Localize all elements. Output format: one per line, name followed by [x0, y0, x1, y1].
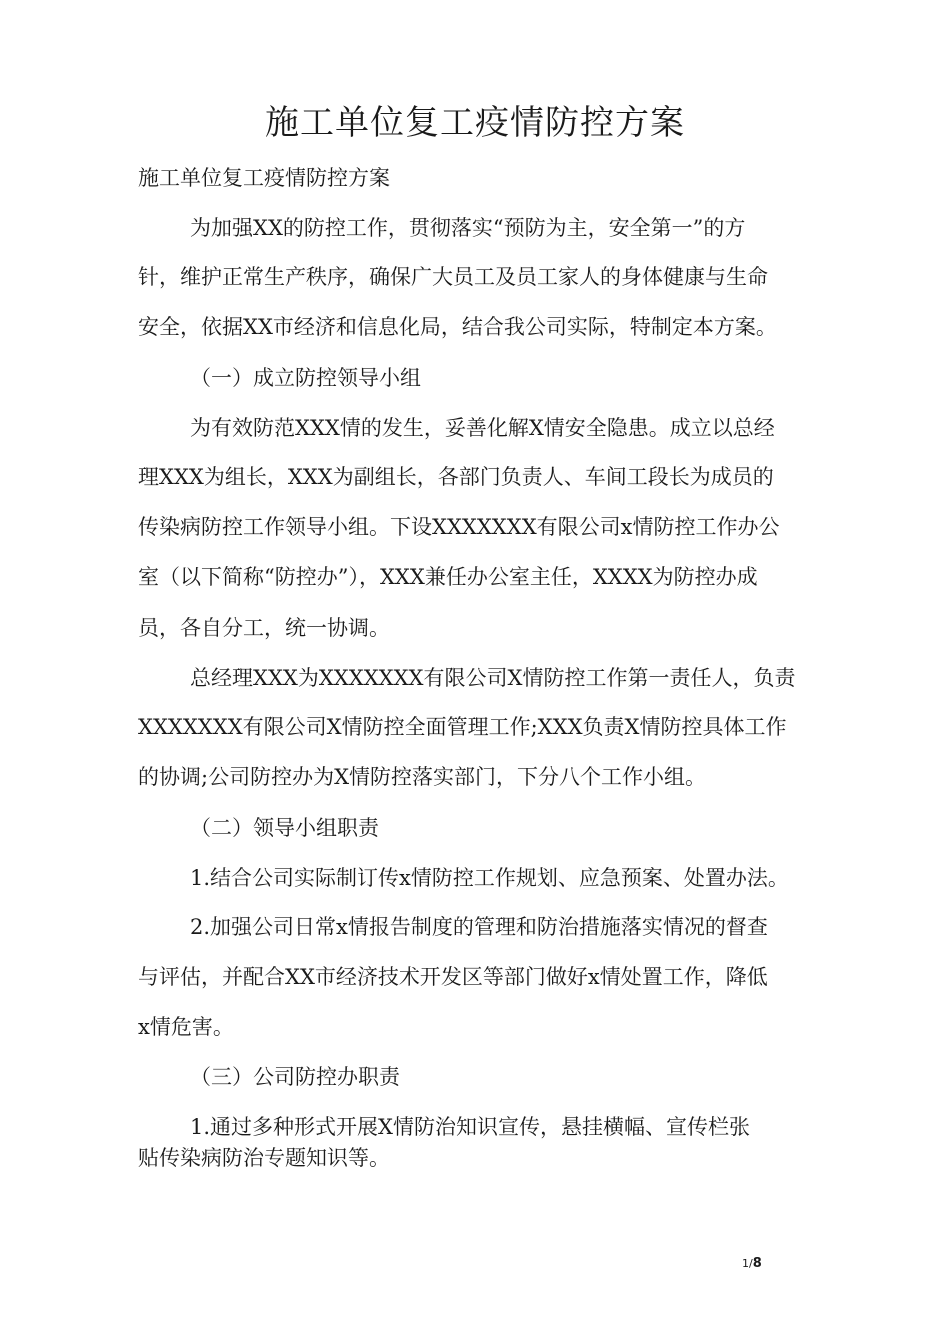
paragraph-line: 总经理XXX为XXXXXXX有限公司X情防控工作第一责任人，负责: [190, 666, 796, 690]
paragraph-line: 针，维护正常生产秩序，确保广大员工及员工家人的身体健康与生命: [138, 265, 768, 289]
paragraph-line: 的协调;公司防控办为X情防控落实部门，下分八个工作小组。: [138, 765, 707, 789]
list-item: 2.加强公司日常x情报告制度的管理和防治措施落实情况的督查: [190, 915, 768, 939]
paragraph-line: x情危害。: [138, 1015, 234, 1039]
paragraph-line: 员，各自分工，统一协调。: [138, 616, 390, 640]
page-current: 1/: [742, 1257, 753, 1270]
list-item: 1.通过多种形式开展X情防治知识宣传，悬挂横幅、宣传栏张: [190, 1115, 750, 1139]
section-heading: （一）成立防控领导小组: [190, 366, 421, 390]
paragraph-line: 贴传染病防治专题知识等。: [138, 1146, 390, 1170]
paragraph-line: XXXXXXX有限公司X情防控全面管理工作;XXX负责X情防控具体工作: [138, 715, 787, 739]
paragraph-line: 室（以下简称“防控办”），XXX兼任办公室主任，XXXX为防控办成: [138, 565, 758, 589]
paragraph-line: 安全，依据XX市经济和信息化局，结合我公司实际，特制定本方案。: [138, 315, 777, 339]
list-item: 1.结合公司实际制订传x情防控工作规划、应急预案、处置办法。: [190, 866, 789, 890]
subtitle-line: 施工单位复工疫情防控方案: [138, 166, 390, 190]
paragraph-line: 传染病防控工作领导小组。下设XXXXXXX有限公司x情防控工作办公: [138, 515, 780, 539]
document-title: 施工单位复工疫情防控方案: [265, 103, 685, 143]
section-heading: （三）公司防控办职责: [190, 1065, 400, 1089]
paragraph-line: 为有效防范XXX情的发生，妥善化解X情安全隐患。成立以总经: [190, 416, 775, 440]
page-number: [742, 1256, 762, 1271]
paragraph-line: 为加强XX的防控工作，贯彻落实“预防为主，安全第一”的方: [190, 216, 746, 240]
page-total: 8: [752, 1256, 762, 1271]
paragraph-line: 与评估，并配合XX市经济技术开发区等部门做好x情处置工作，降低: [138, 965, 768, 989]
section-heading: （二）领导小组职责: [190, 816, 379, 840]
paragraph-line: 理XXX为组长，XXX为副组长，各部门负责人、车间工段长为成员的: [138, 465, 774, 489]
